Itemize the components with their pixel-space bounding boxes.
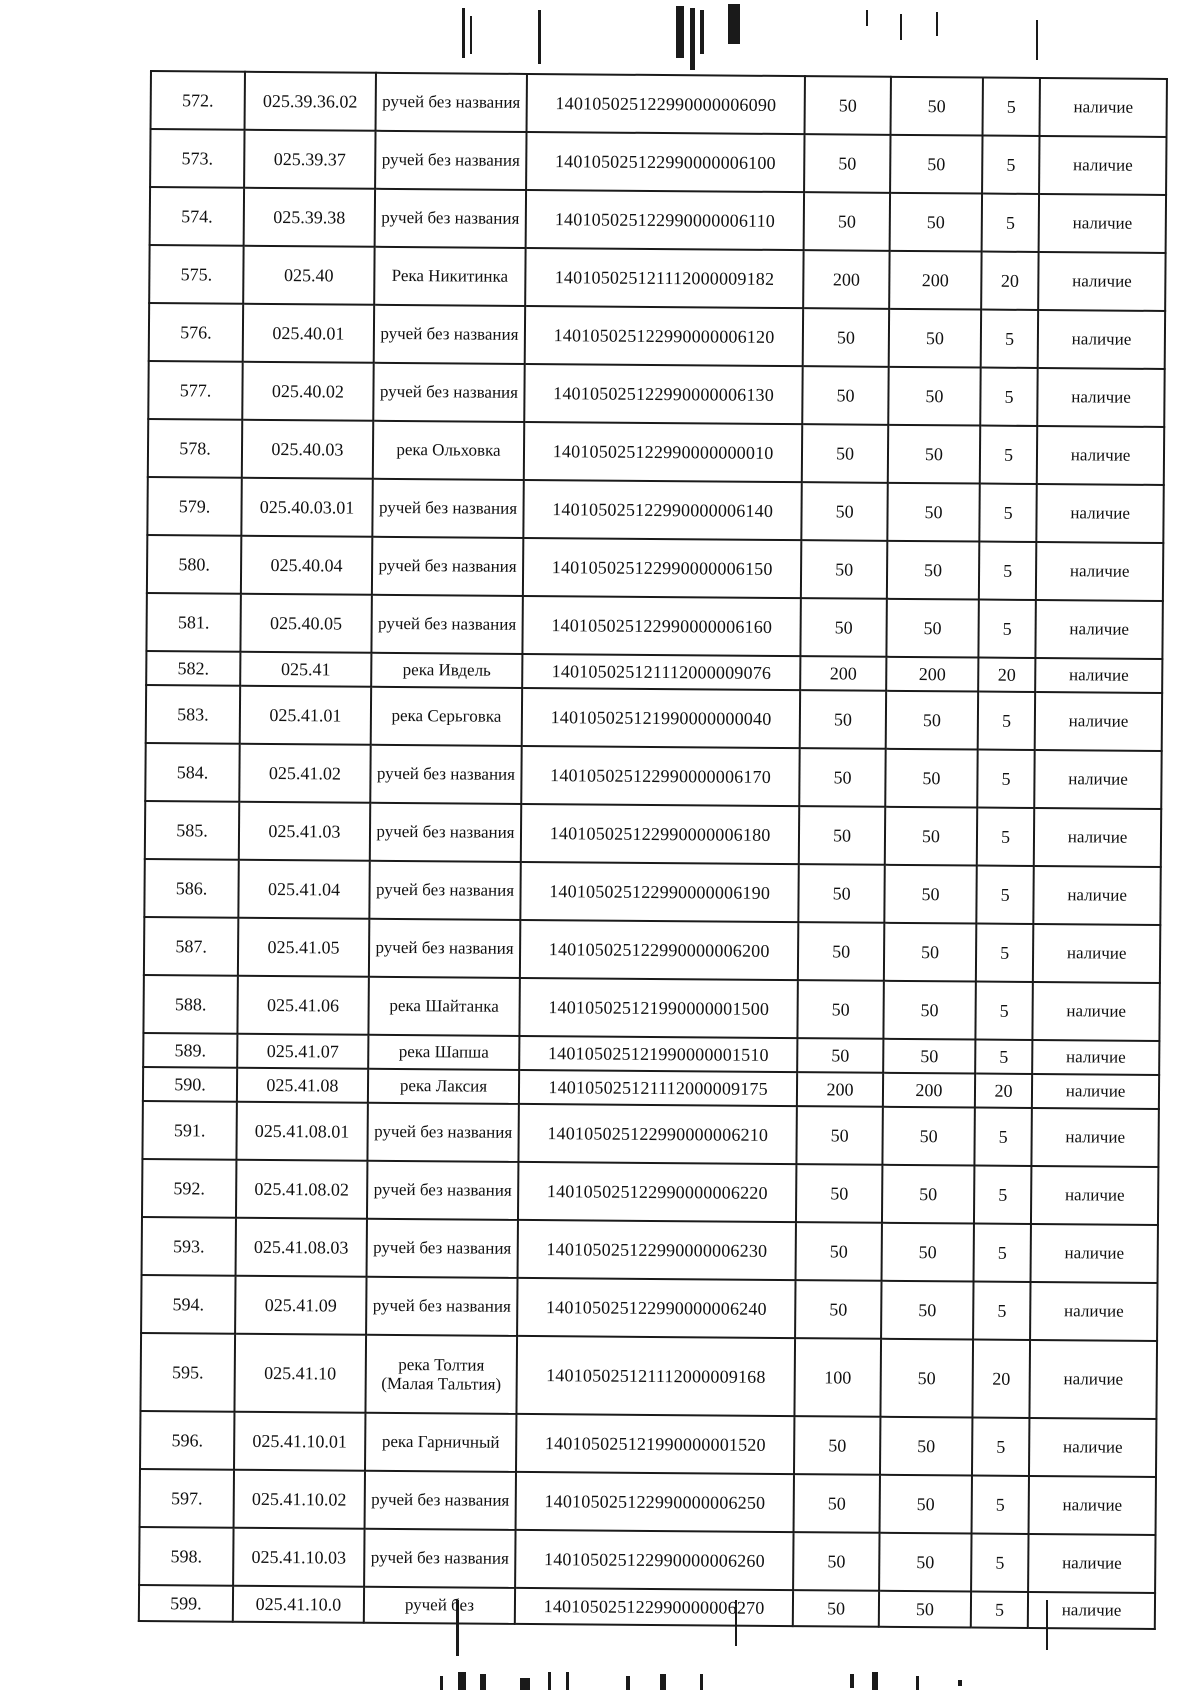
status-cell: наличие [1034,750,1161,809]
width-value-2: 50 [887,541,979,600]
width-value-3: 5 [978,600,1036,658]
width-value-2: 50 [882,1165,974,1224]
registry-id: 140105025122990000006260 [515,1530,793,1590]
object-code: 025.40.03.01 [241,478,372,537]
status-cell: наличие [1039,136,1166,195]
width-value-3: 5 [977,808,1035,866]
registry-id: 140105025121990000001510 [519,1036,797,1072]
width-value-1: 50 [802,424,888,483]
row-number: 592. [142,1159,236,1218]
status-cell: наличие [1034,866,1161,925]
row-number: 591. [142,1101,236,1160]
object-code: 025.39.38 [244,188,375,247]
width-value-3: 5 [979,484,1037,542]
width-value-1: 50 [803,308,889,367]
width-value-1: 100 [795,1338,881,1417]
registry-id: 140105025122990000006110 [526,190,804,250]
scan-mark [548,1672,551,1690]
width-value-1: 50 [798,864,884,923]
row-number: 575. [149,245,243,304]
width-value-3: 5 [980,368,1038,426]
table-row [139,1585,1155,1629]
table-row [146,685,1162,751]
row-number: 576. [149,303,243,362]
object-name: Река Никитинка [374,247,526,306]
scan-mark [676,6,684,58]
object-code: 025.41.01 [240,686,371,745]
registry-id: 140105025121990000001520 [516,1414,794,1474]
row-number: 589. [143,1033,237,1068]
row-number: 599. [139,1585,233,1622]
table-body [139,71,1167,1629]
object-name: ручей без названия [374,305,526,364]
registry-id: 140105025122990000006100 [526,132,804,192]
row-number: 596. [140,1411,234,1470]
width-value-2: 50 [883,981,975,1040]
width-value-3: 5 [982,194,1040,252]
table-row [149,245,1165,311]
width-value-3: 5 [975,1040,1032,1074]
object-code: 025.41.09 [235,1276,366,1335]
object-code: 025.41.10.02 [234,1470,365,1529]
registry-id: 140105025122990000006220 [518,1162,796,1222]
width-value-2: 50 [886,599,978,658]
status-cell: наличие [1031,1224,1158,1283]
width-value-1: 50 [799,748,885,807]
object-code: 025.41 [240,652,371,687]
object-code: 025.40.01 [243,304,374,363]
object-name: ручей без названия [364,1471,516,1530]
width-value-2: 50 [890,77,982,136]
status-cell: наличие [1031,1166,1158,1225]
table-row [146,593,1162,659]
width-value-3: 5 [979,542,1037,600]
object-code: 025.41.08.03 [236,1218,367,1277]
width-value-1: 50 [802,366,888,425]
table-row [143,975,1159,1041]
scan-mark [538,10,541,64]
width-value-3: 5 [972,1418,1030,1476]
width-value-2: 50 [890,193,982,252]
width-value-1: 50 [797,1106,883,1165]
table-row [140,1411,1156,1477]
width-value-1: 50 [796,1222,882,1281]
table-row [151,71,1167,137]
object-name: река Толтия (Малая Тальтия) [365,1335,517,1414]
status-cell: наличие [1038,310,1165,369]
object-name: река Ольховка [373,421,525,480]
width-value-1: 50 [805,76,891,135]
object-name: ручей без названия [369,919,521,978]
width-value-1: 50 [798,980,884,1039]
row-number: 580. [147,535,241,594]
row-number: 578. [148,419,242,478]
status-cell: наличие [1030,1340,1157,1419]
row-number: 593. [142,1217,236,1276]
width-value-2: 50 [886,691,978,750]
object-code: 025.41.07 [237,1034,368,1069]
object-name: ручей без названия [371,595,523,654]
width-value-1: 200 [800,656,886,691]
object-name: ручей без названия [372,537,524,596]
row-number: 587. [144,917,238,976]
status-cell: наличие [1032,1108,1159,1167]
table-row [149,303,1165,369]
object-code: 025.41.05 [238,918,369,977]
registry-id: 140105025122990000006180 [521,804,799,864]
object-code: 025.41.02 [239,744,370,803]
row-number: 582. [146,651,240,686]
registry-id: 140105025122990000006130 [524,364,802,424]
registry-id: 140105025122990000006200 [520,920,798,980]
width-value-3: 5 [971,1591,1029,1627]
object-name: река Ивдель [371,653,523,688]
status-cell: наличие [1037,426,1164,485]
table-row [144,917,1160,983]
row-number: 598. [139,1527,233,1586]
object-code: 025.41.08.01 [236,1102,367,1161]
width-value-1: 50 [798,922,884,981]
object-name: река Шапша [368,1035,520,1070]
table-row [140,1333,1157,1419]
width-value-3: 5 [971,1533,1029,1591]
status-cell: наличие [1028,1592,1155,1629]
width-value-3: 5 [977,750,1035,808]
width-value-1: 50 [804,134,890,193]
object-code: 025.41.08.02 [236,1160,367,1219]
object-name: ручей без названия [375,131,527,190]
width-value-2: 50 [887,483,979,542]
row-number: 597. [140,1469,234,1528]
status-cell: наличие [1033,982,1160,1041]
table-row [145,801,1161,867]
scan-mark [916,1676,919,1690]
object-code: 025.40.02 [242,362,373,421]
registry-id: 140105025122990000006170 [521,746,799,806]
width-value-2: 200 [883,1073,975,1108]
width-value-2: 50 [879,1591,971,1628]
object-name: ручей без [364,1587,516,1624]
width-value-3: 5 [982,78,1040,136]
registry-id: 140105025122990000006090 [527,74,805,134]
registry-id: 140105025122990000006240 [517,1278,795,1338]
width-value-3: 5 [978,692,1036,750]
width-value-3: 5 [974,1108,1032,1166]
object-code: 025.41.06 [237,976,368,1035]
scan-mark [872,1672,878,1690]
table-row [142,1217,1158,1283]
row-number: 577. [148,361,242,420]
width-value-1: 50 [794,1474,880,1533]
status-cell: наличие [1039,194,1166,253]
scan-mark [566,1672,569,1690]
width-value-3: 5 [974,1166,1032,1224]
width-value-1: 50 [799,806,885,865]
row-number: 588. [143,975,237,1034]
status-cell: наличие [1032,1040,1159,1075]
registry-id: 140105025122990000006250 [516,1472,794,1532]
object-name: ручей без названия [364,1529,516,1588]
table-row [150,187,1166,253]
object-code: 025.41.03 [239,802,370,861]
status-cell: наличие [1037,368,1164,427]
registry-id: 140105025121990000001500 [520,978,798,1038]
row-number: 574. [150,187,244,246]
registry-id: 140105025122990000006210 [519,1104,797,1164]
object-name: ручей без названия [373,363,525,422]
object-name: река Шайтанка [368,977,520,1036]
row-number: 586. [144,859,238,918]
scan-mark [520,1678,530,1690]
row-number: 595. [140,1333,235,1412]
width-value-2: 50 [890,135,982,194]
registry-id: 140105025121112000009168 [517,1336,796,1416]
registry-id: 140105025121112000009175 [519,1070,797,1106]
width-value-2: 50 [889,309,981,368]
row-number: 583. [146,685,240,744]
row-number: 573. [150,129,244,188]
status-cell: наличие [1037,484,1164,543]
scan-mark [458,1672,466,1690]
width-value-3: 5 [976,924,1034,982]
status-cell: наличие [1029,1418,1156,1477]
water-objects-table [138,70,1168,1630]
registry-id: 140105025122990000006270 [515,1588,793,1626]
scan-mark [850,1674,854,1688]
width-value-1: 50 [794,1416,880,1475]
table-row [145,743,1161,809]
object-code: 025.40.05 [240,594,371,653]
status-cell: наличие [1040,78,1167,137]
width-value-2: 50 [882,1107,974,1166]
scan-mark [700,10,704,54]
object-code: 025.41.04 [238,860,369,919]
width-value-2: 50 [884,865,976,924]
scan-mark [728,4,740,44]
scan-mark [440,1676,443,1690]
object-name: река Лаксия [368,1069,520,1104]
width-value-2: 200 [886,657,978,692]
status-cell: наличие [1034,808,1161,867]
status-cell: наличие [1030,1282,1157,1341]
width-value-3: 5 [980,426,1038,484]
object-name: ручей без названия [370,803,522,862]
registry-id: 140105025121990000000040 [522,688,800,748]
width-value-3: 5 [973,1282,1031,1340]
row-number: 579. [147,477,241,536]
width-value-1: 50 [801,540,887,599]
object-name: ручей без названия [370,745,522,804]
status-cell: наличие [1036,542,1163,601]
object-code: 025.39.36.02 [245,72,376,131]
status-cell: наличие [1032,1074,1159,1109]
width-value-2: 50 [888,425,980,484]
width-value-3: 5 [981,310,1039,368]
object-name: ручей без названия [366,1277,518,1336]
object-code: 025.41.10.03 [233,1528,364,1587]
object-name: река Серьговка [371,687,523,746]
table-row [147,535,1163,601]
width-value-1: 50 [800,690,886,749]
scan-mark [690,8,695,70]
width-value-2: 50 [884,923,976,982]
scan-mark [700,1674,703,1690]
width-value-2: 50 [880,1417,972,1476]
registry-id: 140105025121112000009182 [525,248,803,308]
object-code: 025.39.37 [244,130,375,189]
object-name: ручей без названия [374,189,526,248]
registry-id: 140105025122990000006190 [520,862,798,922]
width-value-3: 20 [978,658,1035,692]
status-cell: наличие [1038,252,1165,311]
status-cell: наличие [1028,1534,1155,1593]
table-row [142,1101,1158,1167]
width-value-3: 20 [975,1074,1032,1108]
object-name: ручей без названия [372,479,524,538]
row-number: 581. [146,593,240,652]
table-row [147,477,1163,543]
row-number: 572. [151,71,245,130]
scan-mark [660,1674,666,1690]
row-number: 584. [145,743,239,802]
width-value-2: 50 [888,367,980,426]
object-name: ручей без названия [369,861,521,920]
width-value-2: 50 [883,1039,975,1074]
width-value-2: 50 [879,1533,971,1592]
width-value-3: 20 [972,1340,1030,1418]
width-value-3: 5 [973,1224,1031,1282]
width-value-3: 5 [971,1475,1029,1533]
width-value-1: 50 [796,1164,882,1223]
status-cell: наличие [1035,658,1162,693]
table-row [140,1469,1156,1535]
registry-id: 140105025121112000009076 [522,654,800,690]
row-number: 585. [145,801,239,860]
width-value-3: 20 [981,252,1039,310]
width-value-3: 5 [976,866,1034,924]
table-row [139,1527,1155,1593]
status-cell: наличие [1035,692,1162,751]
object-code: 025.41.10.0 [233,1586,364,1623]
scan-mark [958,1680,962,1686]
table-row [144,859,1160,925]
width-value-1: 200 [803,250,889,309]
object-code: 025.40.03 [242,420,373,479]
object-code: 025.41.10 [234,1334,365,1413]
width-value-2: 200 [889,251,981,310]
table-row [142,1159,1158,1225]
registry-id: 140105025122990000006120 [525,306,803,366]
registry-id: 140105025122990000006160 [523,596,801,656]
width-value-2: 50 [885,807,977,866]
width-value-1: 50 [795,1280,881,1339]
scan-mark [936,12,938,36]
width-value-1: 50 [801,482,887,541]
table-row [141,1275,1157,1341]
scan-mark [462,8,465,58]
object-code: 025.40.04 [241,536,372,595]
object-name: ручей без названия [367,1161,519,1220]
width-value-2: 50 [885,749,977,808]
width-value-1: 50 [793,1532,879,1591]
scan-mark [626,1676,630,1690]
object-name: ручей без названия [366,1219,518,1278]
registry-id: 140105025122990000000010 [524,422,802,482]
registry-id: 140105025122990000006150 [523,538,801,598]
width-value-2: 50 [881,1281,973,1340]
scan-mark [866,10,868,26]
row-number: 594. [141,1275,235,1334]
object-code: 025.41.08 [237,1068,368,1103]
scan-mark [480,1674,486,1690]
table-row [148,361,1164,427]
width-value-2: 50 [880,1339,973,1418]
status-cell: наличие [1033,924,1160,983]
width-value-1: 50 [801,598,887,657]
object-name: ручей без названия [375,73,527,132]
row-number: 590. [143,1067,237,1102]
width-value-2: 50 [880,1475,972,1534]
table-row [148,419,1164,485]
object-code: 025.41.10.01 [234,1412,365,1471]
object-name: ручей без названия [367,1103,519,1162]
scan-mark [900,14,902,40]
width-value-1: 50 [797,1038,883,1073]
width-value-1: 50 [793,1590,879,1627]
table-row [150,129,1166,195]
object-name: река Гарничный [365,1413,517,1472]
width-value-3: 5 [982,136,1040,194]
width-value-1: 50 [804,192,890,251]
object-code: 025.40 [243,246,374,305]
width-value-2: 50 [881,1223,973,1282]
registry-id: 140105025122990000006140 [523,480,801,540]
status-cell: наличие [1036,600,1163,659]
scan-mark [1036,20,1038,60]
status-cell: наличие [1029,1476,1156,1535]
registry-id: 140105025122990000006230 [518,1220,796,1280]
width-value-1: 200 [797,1072,883,1107]
scan-mark [470,16,472,54]
width-value-3: 5 [975,982,1033,1040]
